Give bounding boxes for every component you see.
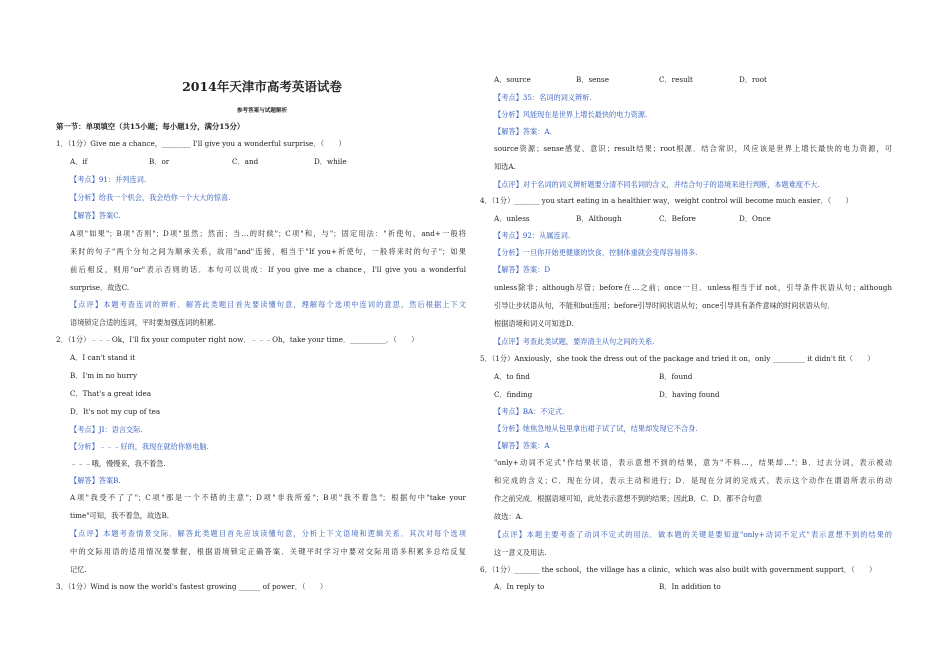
- q2-dianping-3: 记忆.: [70, 565, 87, 574]
- q1-dianping-1: 【点评】本题考查连词的辨析．解答此类题目首先要读懂句意，理解每个选项中连词的意思，然后根据上下文: [70, 300, 466, 309]
- q1-jieda: 【解答】答案C.: [70, 211, 121, 220]
- q3-option-c: C．result: [659, 75, 693, 84]
- q3-kaodian: 【考点】35：名词的词义辨析.: [494, 93, 592, 102]
- q1-fenxi: 【分析】给我一个机会，我会给你一个大大的惊喜.: [70, 193, 231, 202]
- q4-explanation-1: unless除非；although尽管；before在…之前；once一旦．unless相当于if not，引导条件状语从句；although: [494, 283, 892, 292]
- q5-stem: 5．（1分）Anxiously，she took the dress out of the package and tried it on，only _________ it didn't fit（ ）: [480, 354, 875, 363]
- q6-option-b: B．In addition to: [659, 582, 721, 591]
- q4-dianping: 【点评】考查此类试题，要弄清主从句之间的关系.: [494, 337, 655, 346]
- q2-fenxi-2: ﹣﹣﹣哦，慢慢来，我不着急.: [70, 459, 166, 468]
- q3-explanation-2: 知选A.: [494, 162, 516, 171]
- q1-explanation-2: 来时的句子"两个分句之间为顺承关系，故用"and"连接，相当于"If you+祈使句，一般将来时的句子"；如果: [70, 247, 466, 256]
- q4-fenxi: 【分析】一旦你开始更健康的饮食，控制体重就会变得容易得多.: [494, 248, 698, 257]
- q3-option-d: D．root: [739, 75, 767, 84]
- q6-option-a: A．In reply to: [494, 582, 545, 591]
- q4-option-c: C．Before: [659, 214, 696, 223]
- q5-explanation-3: 作之前完成．根据语境可知，此处表示意想不到的结果；因此B．C．D．都不合句意: [494, 494, 763, 503]
- q5-fenxi: 【分析】她焦急地从包里拿出裙子试了试，结果却发现它不合身.: [494, 424, 698, 433]
- q4-option-a: A．unless: [494, 214, 530, 223]
- q5-dianping-2: 这一意义及用法.: [494, 548, 547, 557]
- q2-dianping-1: 【点评】本题考查情景交际．解答此类题目首先应该读懂句意，分析上下文语境和逻辑关系．其次对每个选项: [70, 529, 466, 538]
- q2-option-d: D．It's not my cup of tea: [70, 407, 161, 416]
- q5-option-a: A．to find: [494, 372, 530, 381]
- q4-explanation-3: 根据语境和词义可知选D.: [494, 319, 574, 328]
- q3-stem: 3．（1分）Wind is now the world's fastest growing ______ of power．（ ）: [56, 582, 328, 591]
- q2-fenxi: 【分析】﹣﹣﹣好的，我现在就给你修电脑.: [70, 442, 209, 451]
- q5-kaodian: 【考点】BA：不定式.: [494, 407, 565, 416]
- q1-explanation-3: 前后相反，则用"or"表示否则的话．本句可以说成：If you give me a chance，I'll give you a wonderful: [70, 265, 466, 274]
- q4-explanation-2: 引导让步状语从句，不能和but连用；before引导时间状语从句；once引导具有条件意味的时间状语从句．: [494, 301, 835, 310]
- q3-fenxi: 【分析】风能现在是世界上增长最快的电力资源.: [494, 110, 648, 119]
- q2-explanation-2: time"可知，我不着急，故选B.: [70, 511, 170, 520]
- q5-explanation-1: "only+动词不定式"作结果状语，表示意想不到的结果，意为"不料…，结果却…"；B．过去分词，表示被动: [494, 458, 892, 467]
- q4-option-d: D．Once: [739, 214, 771, 223]
- page-title: 2014年天津市高考英语试卷: [182, 79, 342, 94]
- q3-option-a: A．source: [494, 75, 531, 84]
- q1-option-b: B．or: [149, 157, 170, 166]
- q5-explanation-2: 和完成的含义；C．现在分词，表示主动和进行；D．是现在分词的完成式，表示这个动作在谓语所表示的动: [494, 476, 892, 485]
- q2-option-a: A．I can't stand it: [70, 353, 136, 362]
- q5-option-b: B．found: [659, 372, 693, 381]
- q2-option-b: B．I'm in no hurry: [70, 371, 138, 380]
- q5-option-c: C．finding: [494, 390, 533, 399]
- q6-stem: 6．（1分）_______ the school，the village has a clinic，which was also built with government support．（ ）: [480, 565, 877, 574]
- q2-jieda: 【解答】答案B.: [70, 476, 121, 485]
- page-subtitle: 参考答案与试题解析: [236, 108, 288, 114]
- q1-dianping-2: 语境锁定合适的连词，平时要加强连词的积累.: [70, 318, 217, 327]
- q1-kaodian: 【考点】91：并列连词.: [70, 175, 147, 184]
- q2-stem: 2．（1分）﹣﹣﹣Ok，I'll fix your computer right now．﹣﹣﹣Oh，take your time．__________．（ ）: [56, 335, 419, 344]
- q4-jieda: 【解答】答案：D: [494, 265, 551, 274]
- q2-dianping-2: 中的交际用语的适用情况要掌握，根据语境锁定正确答案．关键平时学习中要对交际用语多积累多总结反复: [70, 547, 466, 556]
- q4-option-b: B．Although: [576, 214, 622, 223]
- q5-option-d: D．having found: [659, 390, 720, 399]
- q5-jieda: 【解答】答案：A: [494, 441, 550, 450]
- section-heading: 第一节：单项填空（共15小题；每小题1分，满分15分）: [56, 122, 245, 131]
- q5-explanation-4: 故选：A.: [494, 512, 524, 521]
- q4-kaodian: 【考点】92：从属连词.: [494, 231, 571, 240]
- q2-explanation-1: A项"我受不了了"；C项"那是一个不错的主意"；D项"非我所爱"；B项"我不着急"；根据句中"take your: [70, 493, 466, 502]
- q1-option-c: C．and: [232, 157, 259, 166]
- q1-explanation-4: surprise．故选C.: [70, 283, 130, 292]
- q1-option-a: A．if: [70, 157, 88, 166]
- q1-option-d: D．while: [314, 157, 347, 166]
- q5-dianping-1: 【点评】本题主要考查了动词不定式的用法．做本题的关键是要知道"only+动词不定式"表示意想不到的结果的: [494, 530, 892, 539]
- q2-kaodian: 【考点】JI：语言交际.: [70, 425, 143, 434]
- q4-stem: 4．（1分）_______ you start eating in a healthier way，weight control will become much easier．（ ）: [480, 196, 853, 205]
- q3-option-b: B．sense: [576, 75, 609, 84]
- q1-explanation-1: A项"如果"；B项"否则"；D项"虽然；然而；当…的时候"；C项"和，与"；固定用法："祈使句，and+一般将: [70, 229, 466, 238]
- q2-option-c: C．That's a great idea: [70, 389, 151, 398]
- q1-stem: 1．（1分）Give me a chance，________ I'll give you a wonderful surprise．（ ）: [56, 139, 346, 148]
- q3-explanation-1: source资源；sense感觉、意识；result结果；root根源．结合常识，风应该是世界上增长最快的电力资源，可: [494, 144, 892, 153]
- q3-jieda: 【解答】答案：A.: [494, 127, 552, 136]
- q3-dianping: 【点评】对于名词的词义辨析题要分清不同名词的含义，并结合句子的语境来进行判断，本题难度不大.: [494, 180, 820, 189]
